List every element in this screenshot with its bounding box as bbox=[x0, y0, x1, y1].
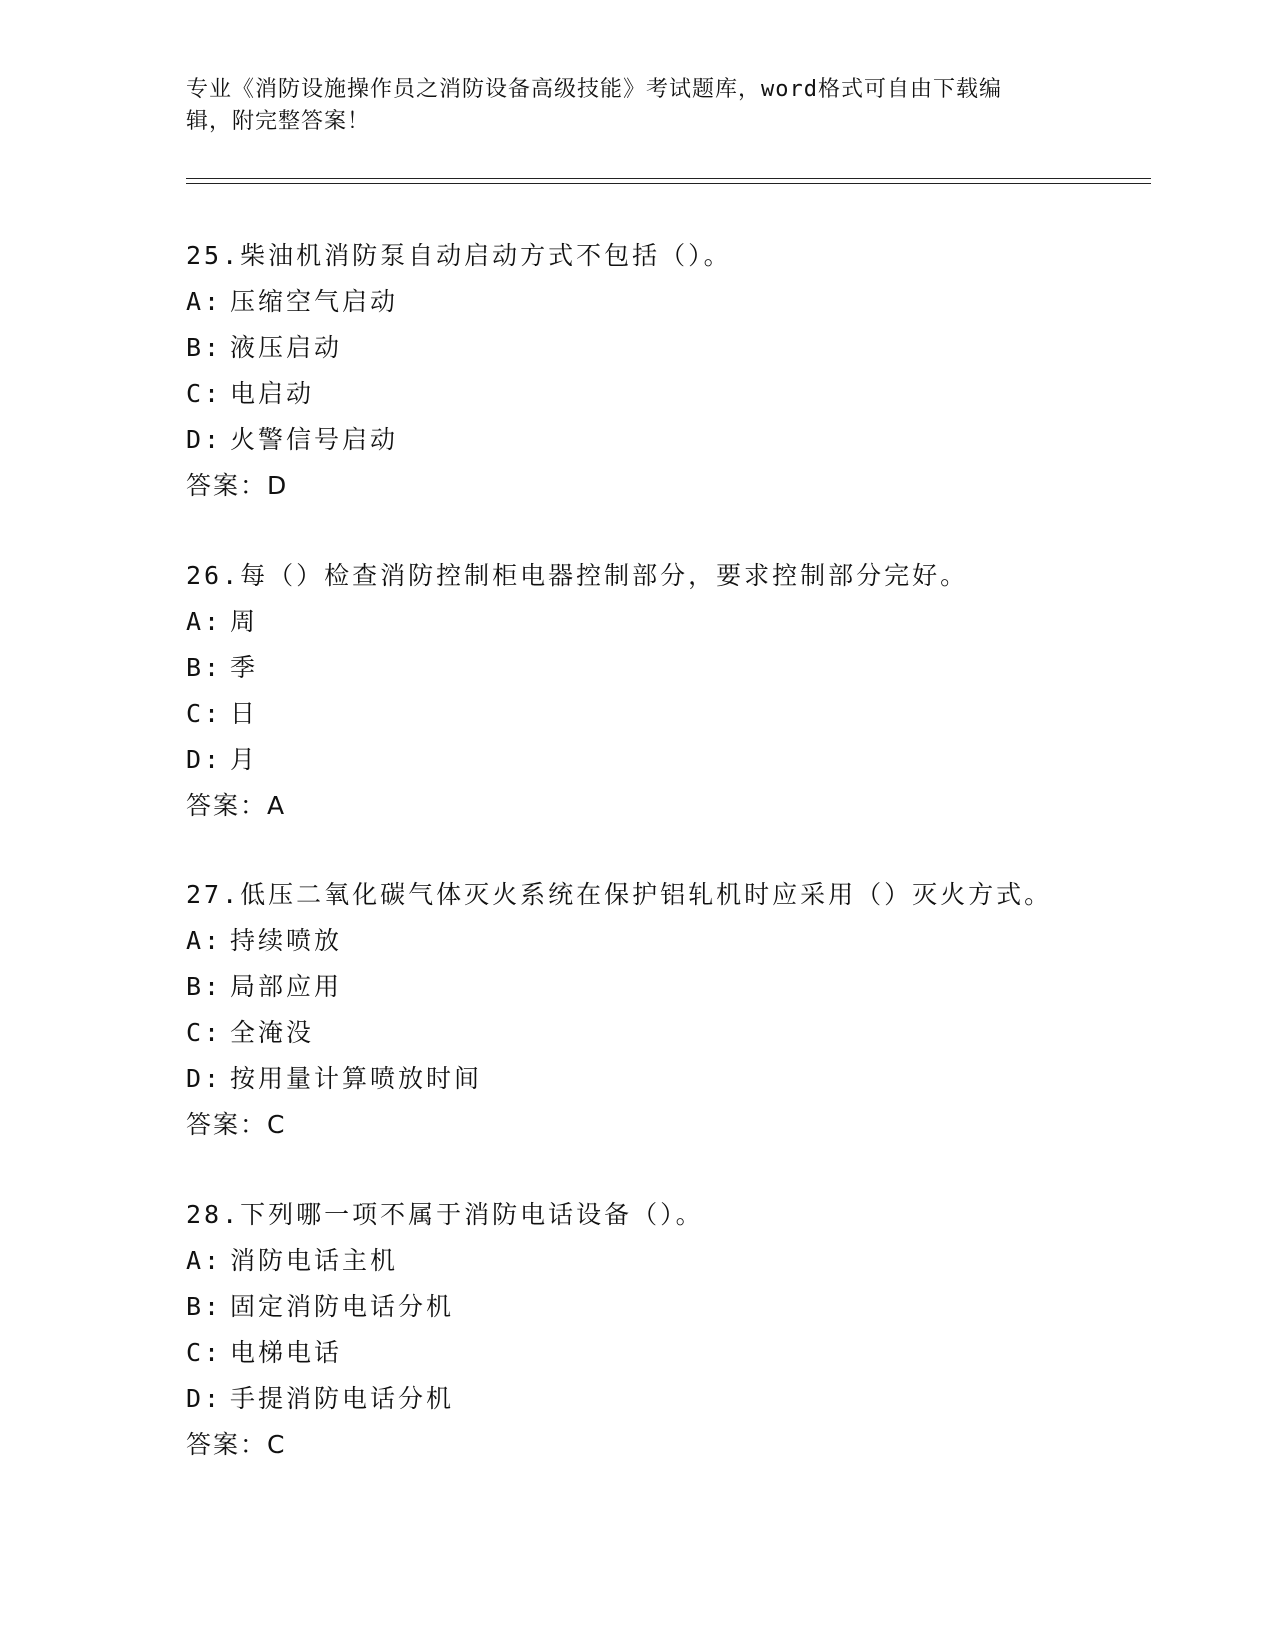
option-label: D: bbox=[186, 425, 223, 454]
option-label: B: bbox=[186, 653, 223, 682]
option-label: D: bbox=[186, 1064, 223, 1093]
option-label: A: bbox=[186, 926, 223, 955]
option-text: 月 bbox=[230, 745, 259, 774]
option-label: D: bbox=[186, 1384, 223, 1413]
option-c bbox=[186, 371, 1146, 417]
option-label: C: bbox=[186, 699, 223, 728]
option-text: 压缩空气启动 bbox=[230, 287, 399, 316]
answer: 答案：C bbox=[186, 1430, 287, 1459]
question-block bbox=[186, 553, 1146, 829]
option-text: 持续喷放 bbox=[230, 926, 343, 955]
option-text: 火警信号启动 bbox=[230, 425, 399, 454]
option-text: 局部应用 bbox=[230, 972, 343, 1001]
header-line-1: 专业《消防设施操作员之消防设备高级技能》考试题库，word格式可自由下载编 bbox=[186, 77, 1002, 102]
option-label: C: bbox=[186, 379, 223, 408]
option-a bbox=[186, 1238, 1146, 1284]
answer: 答案：D bbox=[186, 471, 289, 500]
option-label: B: bbox=[186, 333, 223, 362]
option-c bbox=[186, 1010, 1146, 1056]
option-c bbox=[186, 691, 1146, 737]
option-text: 全淹没 bbox=[230, 1018, 315, 1047]
question-title: 26.每（）检查消防控制柜电器控制部分，要求控制部分完好。 bbox=[186, 561, 969, 590]
option-a bbox=[186, 279, 1146, 325]
option-label: B: bbox=[186, 972, 223, 1001]
option-b bbox=[186, 964, 1146, 1010]
question-block bbox=[186, 872, 1146, 1148]
header-divider-top bbox=[186, 178, 1151, 179]
option-text: 周 bbox=[230, 607, 259, 636]
header-divider-bottom bbox=[186, 183, 1151, 184]
option-label: A: bbox=[186, 287, 223, 316]
option-d bbox=[186, 737, 1146, 783]
option-text: 电启动 bbox=[230, 379, 315, 408]
option-b bbox=[186, 325, 1146, 371]
option-label: C: bbox=[186, 1018, 223, 1047]
option-d bbox=[186, 1056, 1146, 1102]
option-text: 季 bbox=[230, 653, 259, 682]
question-block bbox=[186, 1192, 1146, 1468]
option-c bbox=[186, 1330, 1146, 1376]
option-text: 日 bbox=[230, 699, 259, 728]
option-text: 电梯电话 bbox=[230, 1338, 343, 1367]
answer: 答案：C bbox=[186, 1110, 287, 1139]
answer: 答案：A bbox=[186, 791, 287, 820]
option-text: 液压启动 bbox=[230, 333, 343, 362]
option-text: 按用量计算喷放时间 bbox=[230, 1064, 483, 1093]
option-b bbox=[186, 645, 1146, 691]
question-title: 25.柴油机消防泵自动启动方式不包括（）。 bbox=[186, 241, 732, 270]
option-a bbox=[186, 918, 1146, 964]
option-a bbox=[186, 599, 1146, 645]
option-b bbox=[186, 1284, 1146, 1330]
option-label: D: bbox=[186, 745, 223, 774]
option-label: A: bbox=[186, 1246, 223, 1275]
option-d bbox=[186, 417, 1146, 463]
question-title: 28.下列哪一项不属于消防电话设备（）。 bbox=[186, 1200, 704, 1229]
option-text: 固定消防电话分机 bbox=[230, 1292, 455, 1321]
option-label: C: bbox=[186, 1338, 223, 1367]
option-label: B: bbox=[186, 1292, 223, 1321]
option-text: 手提消防电话分机 bbox=[230, 1384, 455, 1413]
question-title: 27.低压二氧化碳气体灭火系统在保护铝轧机时应采用（）灭火方式。 bbox=[186, 880, 1053, 909]
option-text: 消防电话主机 bbox=[230, 1246, 399, 1275]
question-block bbox=[186, 233, 1146, 509]
option-d bbox=[186, 1376, 1146, 1422]
document-header bbox=[186, 74, 1086, 138]
option-label: A: bbox=[186, 607, 223, 636]
header-line-2: 辑，附完整答案！ bbox=[186, 109, 371, 134]
